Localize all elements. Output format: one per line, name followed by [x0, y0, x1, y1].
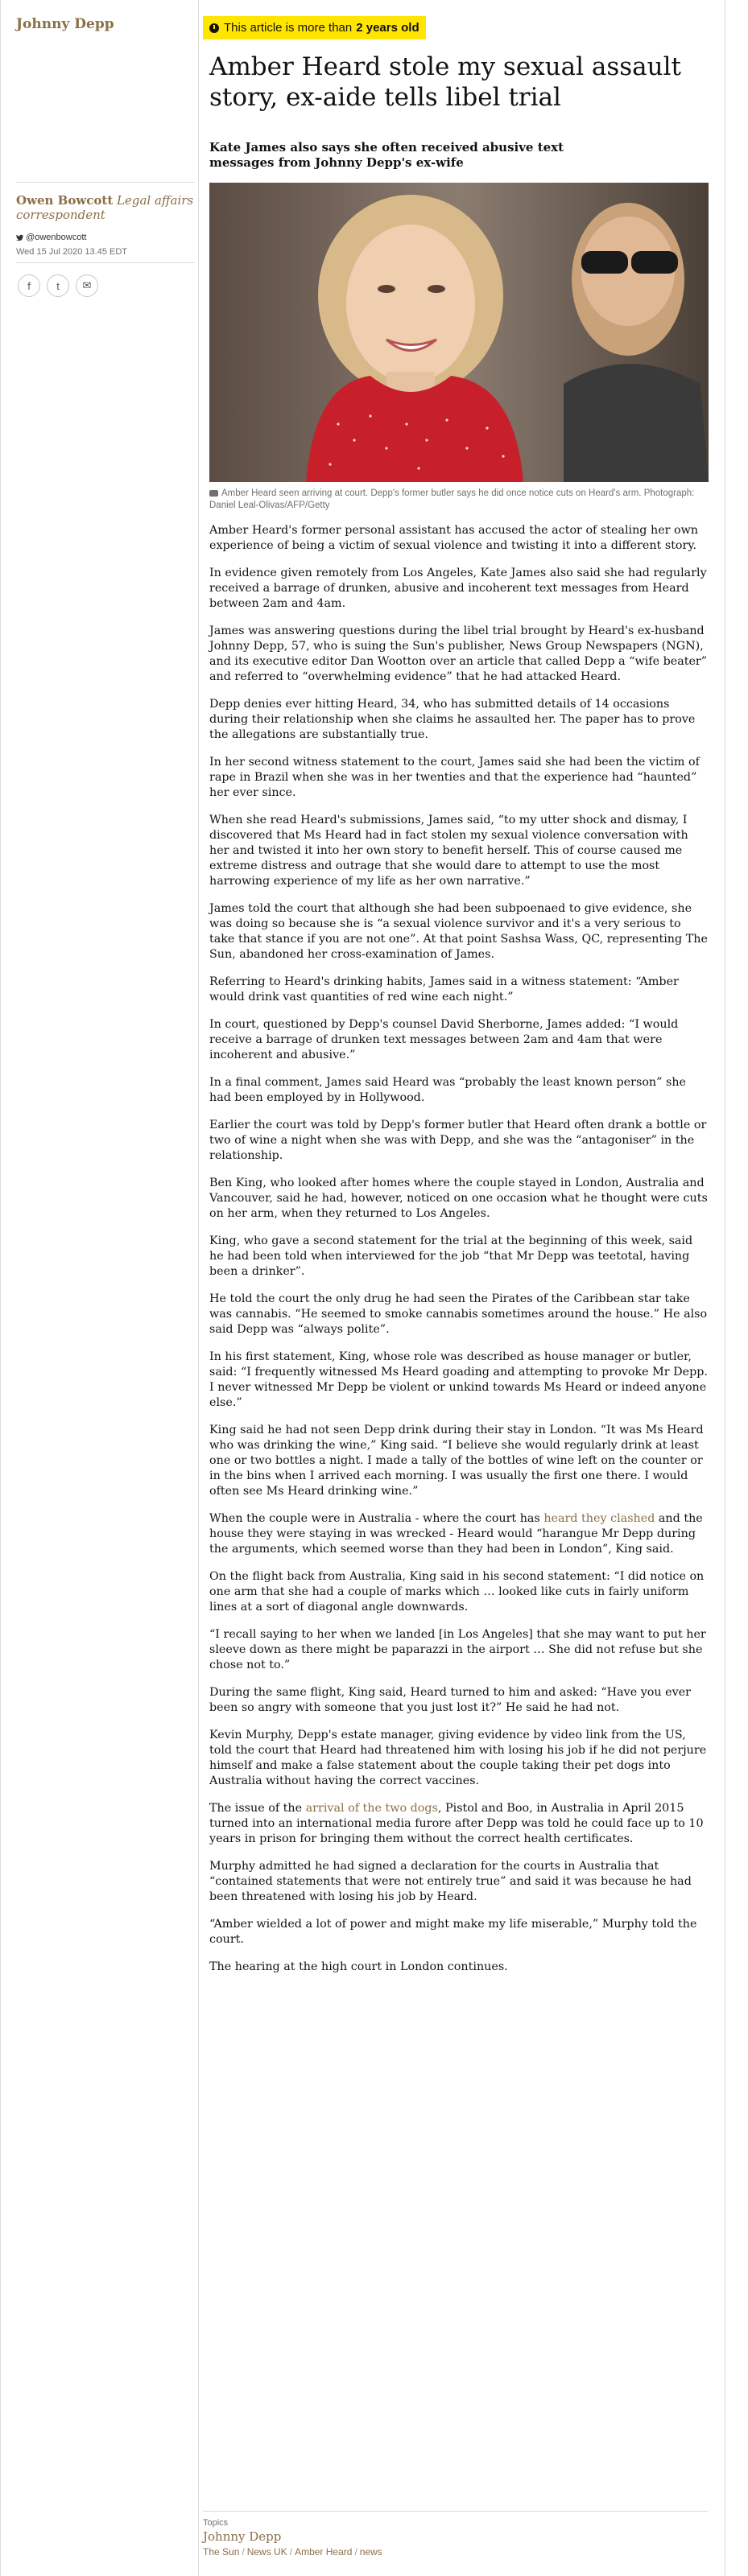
- body-paragraph: In evidence given remotely from Los Angeles, Kate James also said she had regularly received a barrage of drunken, abusive and incoherent text messages from Heard between 2am and 4am.: [209, 567, 707, 610]
- twitter-icon: [16, 234, 23, 241]
- body-paragraph: Amber Heard's former personal assistant has accused the actor of stealing her own experience of being a victim of sexual violence and twisting it into a different story.: [209, 524, 699, 552]
- inline-text: , Pistol and Boo, in Australia in April 2015 turned into an international media furore after Depp was told he could face up to 10 years in prison for bringing them without the correct health certificates.: [209, 1802, 704, 1845]
- body-paragraph: In a final comment, James said Heard was “probably the least known person” she had been employed by in Hollywood.: [209, 1076, 686, 1104]
- twitter-handle: @owenbowcott: [26, 233, 87, 242]
- byline: [16, 193, 195, 222]
- camera-icon: [209, 490, 218, 497]
- body-paragraph: In court, questioned by Depp's counsel David Sherborne, James added: “I would receive a barrage of drunken text messages between 2am and 4am that were incoherent and abusive.”: [209, 1018, 679, 1061]
- tag-separator: /: [289, 2546, 293, 2557]
- arrival-of-dogs-link[interactable]: arrival of the two dogs: [305, 1802, 438, 1815]
- body-paragraph: Earlier the court was told by Depp's former butler that Heard often drank a bottle or two of wine a night when she was with Depp, and she was the “antagoniser” in the relationship.: [209, 1119, 707, 1162]
- body-paragraph: [209, 1801, 709, 1847]
- hero-image: [209, 183, 709, 482]
- hero-photo: [209, 183, 709, 482]
- page-border-left: [0, 0, 1, 2576]
- body-paragraph: When she read Heard's submissions, James said, “to my utter shock and dismay, I discovered that Ms Heard had in fact stolen my sexual violence conversation with her and twisted it into her own story to benefit herself. This of course caused me extreme distress and outrage that she would dare to attempt to use the most harrowing experience of my life as her own narrative.”: [209, 814, 688, 888]
- body-paragraph: James told the court that although she had been subpoenaed to give evidence, she was doing so because she is “a sexual violence survivor and it's a very serious to take that stance if you are not one”. At that point Sashsa Wass, QC, representing The Sun, abandoned her cross-examination of James.: [209, 902, 708, 961]
- meta-divider: [16, 182, 195, 183]
- body-paragraph: [209, 1511, 709, 1557]
- heard-they-clashed-link[interactable]: heard they clashed: [543, 1512, 655, 1525]
- section-link[interactable]: Johnny Depp: [16, 16, 114, 32]
- column-divider: [198, 0, 199, 2576]
- topic-tags: [203, 2546, 709, 2557]
- standfirst: Kate James also says she often received abusive text messages from Johnny Depp's ex-wife: [209, 140, 564, 170]
- body-paragraph: King, who gave a second statement for the trial at the beginning of this week, said he had been told when interviewed for the job “that Mr Depp was teetotal, having been a drinker”.: [209, 1234, 693, 1278]
- topic-tag-link[interactable]: The Sun: [203, 2546, 240, 2557]
- share-email-button[interactable]: [76, 274, 98, 297]
- age-warning-prefix: This article is more than: [224, 21, 353, 35]
- topics-section: [203, 2511, 709, 2557]
- hero-caption: [209, 488, 709, 512]
- body-paragraph: On the flight back from Australia, King said in his second statement: “I did notice on one arm that she had a couple of marks which … looked like cuts in fairly uniform lines at a sort of diagonal angle downwards.: [209, 1570, 705, 1614]
- body-paragraph: In his first statement, King, whose role was described as house manager or butler, said: “I frequently witnessed Ms Heard goading and attempting to provoke Mr Depp. I never witnessed Mr Depp be violent or unkind towards Ms Heard or indeed anyone else.”: [209, 1350, 708, 1409]
- body-paragraph: In her second witness statement to the court, James said she had been the victim of rape in Brazil when she was in her twenties and that the experience had “haunted” her ever since.: [209, 756, 700, 799]
- clock-icon: [209, 23, 219, 33]
- body-paragraph: Ben King, who looked after homes where the couple stayed in London, Australia and Vancouver, said he had, however, noticed on one occasion what he thought were cuts on her arm, when they returned to Los Angeles.: [209, 1177, 708, 1220]
- inline-text: The issue of the: [209, 1802, 306, 1815]
- topic-tag-link[interactable]: news: [359, 2546, 382, 2557]
- share-twitter-button[interactable]: [47, 274, 69, 297]
- inline-text: When the couple were in Australia - where the court has: [209, 1512, 544, 1525]
- share-facebook-button[interactable]: [18, 274, 40, 297]
- body-paragraph: Depp denies ever hitting Heard, 34, who has submitted details of 14 occasions during their relationship when she claims he assaulted her. The paper has to prove the allegations are substantially true.: [209, 698, 696, 741]
- author-link[interactable]: Owen Bowcott: [16, 193, 114, 208]
- topics-label: Topics: [203, 2518, 229, 2528]
- topic-tag-link[interactable]: Amber Heard: [295, 2546, 353, 2557]
- body-paragraph: Kevin Murphy, Depp's estate manager, giving evidence by video link from the US, told the court that Heard had threatened him with losing his job if he did not perjure himself and make a false statement about the couple taking their pet dogs into Australia without having the correct vaccines.: [209, 1729, 707, 1787]
- body-paragraph: James was answering questions during the libel trial brought by Heard's ex-husband Johnny Depp, 57, who is suing the Sun's publisher, News Group Newspapers (NGN), and its executive editor Dan Wootton over an article that called Depp a “wife beater” and referred to “overwhelming evidence” that he had attacked Heard.: [209, 624, 708, 683]
- body-paragraph: The hearing at the high court in London continues.: [209, 1960, 508, 1973]
- body-paragraph: King said he had not seen Depp drink during their stay in London. “It was Ms Heard who was drinking the wine,” King said. “I believe she would regularly drink at least one or two bottles a night. I made a tally of the bottles of wine left on the counter or in the bins when I arrived each morning. I was usually the first one there. I would often see Ms Heard drinking wine.”: [209, 1424, 704, 1498]
- meta-divider: [16, 262, 195, 263]
- body-paragraph: During the same flight, King said, Heard turned to him and asked: “Have you ever been so angry with someone that you just lost it?” He said he had not.: [209, 1686, 691, 1714]
- body-paragraph: “Amber wielded a lot of power and might make my life miserable,” Murphy told the court.: [209, 1918, 697, 1946]
- facebook-icon: f: [27, 279, 31, 292]
- publication-date: Wed 15 Jul 2020 13.45 EDT: [16, 247, 127, 257]
- author-twitter[interactable]: [16, 233, 86, 242]
- topic-main-link[interactable]: Johnny Depp: [203, 2529, 282, 2544]
- age-warning-age: 2 years old: [356, 21, 419, 35]
- tag-separator: /: [354, 2546, 357, 2557]
- body-paragraph: He told the court the only drug he had seen the Pirates of the Caribbean star take was cannabis. “He seemed to smoke cannabis sometimes around the house.” He also said Depp was “always polite”.: [209, 1292, 708, 1336]
- article-body: [209, 523, 709, 1987]
- topic-tag-link[interactable]: News UK: [246, 2546, 287, 2557]
- inline-text: and the house they were staying in was wrecked - Heard would “harangue Mr Depp during the arguments, which seemed worse than they had been in London”, King said.: [209, 1512, 703, 1556]
- article-age-warning: [203, 16, 426, 39]
- tag-separator: /: [242, 2546, 245, 2557]
- email-icon: ✉: [82, 279, 92, 291]
- hero-caption-text: Amber Heard seen arriving at court. Depp's former butler says he did once notice cuts on Heard's arm. Photograph: Daniel Leal-Olivas/AFP/Getty: [209, 488, 695, 510]
- body-paragraph: Referring to Heard's drinking habits, James said in a witness statement: “Amber would drink vast quantities of red wine each night.”: [209, 975, 679, 1004]
- author-role: Legal affairs correspondent: [16, 193, 194, 222]
- twitter-share-icon: t: [56, 279, 60, 292]
- body-paragraph: “I recall saying to her when we landed [in Los Angeles] that she may want to put her sleeve down as there might be paparazzi in the airport … She did not refuse but she chose not to.”: [209, 1628, 706, 1671]
- headline: Amber Heard stole my sexual assault story, ex-aide tells libel trial: [209, 52, 682, 112]
- body-paragraph: Murphy admitted he had signed a declaration for the courts in Australia that “contained statements that were not entirely true” and said it was because he had been threatened with losing his job by Heard.: [209, 1860, 692, 1903]
